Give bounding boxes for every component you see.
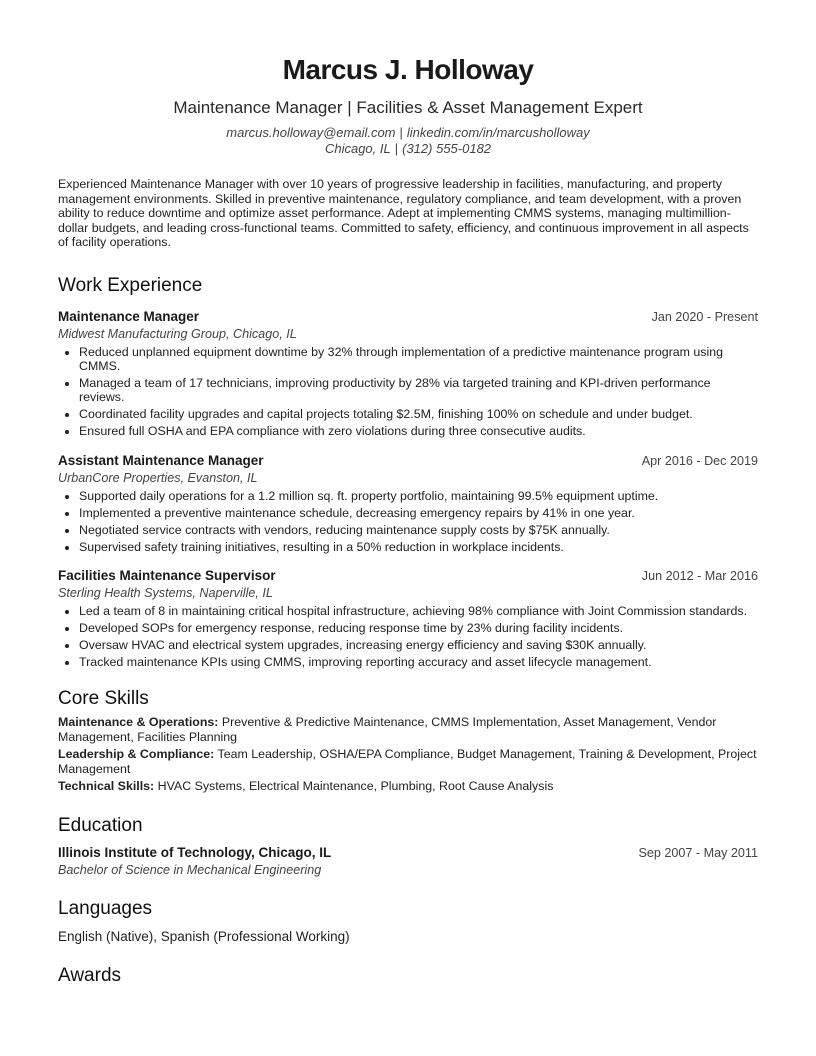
professional-summary: Experienced Maintenance Manager with over 10 years of progressive leadership in facilities, manufacturing, and property management environments. Skilled in preventive maintenance, regulatory compliance, and team development, with a proven ability to reduce downtime and optimize asset performance. Adept at implementing CMMS systems, managing multimillion-dollar budgets, and leading cross-functional teams. Committed to safety, efficiency, and continuous improvement in all aspects of facility operations. — [58, 177, 749, 250]
job-header — [58, 308, 758, 326]
skill-label: Maintenance & Operations: — [58, 714, 219, 729]
contact-separator: | — [399, 125, 403, 140]
job-dates: Apr 2016 - Dec 2019 — [641, 453, 758, 468]
skill-label: Leadership & Compliance: — [58, 747, 215, 762]
skill-line — [58, 715, 758, 744]
skill-text: HVAC Systems, Electrical Maintenance, Plumbing, Root Cause Analysis — [157, 779, 554, 794]
job-dates: Jun 2012 - Mar 2016 — [641, 568, 758, 583]
job-header — [58, 452, 758, 470]
phone-text: (312) 555-0182 — [402, 141, 492, 156]
languages-text: English (Native), Spanish (Professional Working) — [58, 928, 350, 944]
contact-line-2 — [58, 141, 758, 157]
education-section — [58, 814, 758, 879]
job-entry — [58, 308, 758, 439]
job-bullet: • Led a team of 8 in maintaining critical hospital infrastructure, achieving 98% compliance with Joint Commission standards. — [79, 604, 758, 618]
job-company: Midwest Manufacturing Group, Chicago, IL — [58, 326, 297, 341]
candidate-name: Marcus J. Holloway — [282, 54, 534, 85]
languages-heading: Languages — [58, 897, 153, 919]
skill-text: Team Leadership, OSHA/EPA Compliance, Budget Management, Training & Development, Project Management — [58, 747, 757, 776]
job-dates: Jan 2020 - Present — [651, 309, 758, 324]
job-bullet: • Negotiated service contracts with vendors, reducing maintenance supply costs by $75K annually. — [79, 523, 758, 537]
awards-section — [58, 964, 758, 988]
resume-header — [58, 52, 758, 157]
languages-section — [58, 897, 758, 946]
job-bullets — [58, 604, 758, 669]
job-entry — [58, 567, 758, 669]
job-title: Maintenance Manager — [58, 308, 200, 324]
job-bullet: • Coordinated facility upgrades and capital projects totaling $2.5M, finishing 100% on schedule and under budget. — [79, 407, 758, 421]
job-bullets — [58, 489, 758, 554]
skill-line — [58, 747, 758, 776]
education-heading: Education — [58, 814, 143, 836]
education-header — [58, 844, 758, 862]
core-skills-section — [58, 687, 758, 794]
contact-line-1 — [58, 125, 758, 141]
skills-list — [58, 715, 758, 794]
job-title: Facilities Maintenance Supervisor — [58, 567, 276, 583]
job-bullet: • Ensured full OSHA and EPA compliance with zero violations during three consecutive audits. — [79, 424, 758, 438]
job-entry — [58, 452, 758, 554]
contact-info — [58, 125, 758, 157]
job-bullet: • Implemented a preventive maintenance schedule, decreasing emergency repairs by 41% in one year. — [79, 506, 758, 520]
education-dates: Sep 2007 - May 2011 — [638, 845, 758, 860]
candidate-subtitle: Maintenance Manager | Facilities & Asset Management Expert — [173, 98, 643, 117]
job-title: Assistant Maintenance Manager — [58, 452, 264, 468]
job-bullet: • Supported daily operations for a 1.2 million sq. ft. property portfolio, maintaining 99.5% equipment uptime. — [79, 489, 758, 503]
location-text: Chicago, IL — [324, 141, 391, 156]
job-bullet: • Tracked maintenance KPIs using CMMS, improving reporting accuracy and asset lifecycle management. — [79, 655, 758, 669]
job-company: UrbanCore Properties, Evanston, IL — [58, 470, 258, 485]
skill-label: Technical Skills: — [58, 779, 155, 794]
core-skills-heading: Core Skills — [58, 687, 149, 709]
job-bullet: • Reduced unplanned equipment downtime by 32% through implementation of a predictive maintenance program using CMMS. — [79, 345, 758, 373]
job-bullet: • Developed SOPs for emergency response, reducing response time by 23% during facility incidents. — [79, 621, 758, 635]
job-company: Sterling Health Systems, Naperville, IL — [58, 585, 273, 600]
skill-line — [58, 779, 758, 794]
degree-name: Bachelor of Science in Mechanical Engineering — [58, 862, 322, 877]
school-name: Illinois Institute of Technology, Chicago, IL — [58, 844, 332, 860]
linkedin-link[interactable]: linkedin.com/in/marcusholloway — [406, 125, 590, 140]
contact-separator: | — [394, 141, 399, 156]
job-bullet: • Managed a team of 17 technicians, improving productivity by 28% via targeted training and KPI-driven performance reviews. — [79, 376, 758, 404]
job-header — [58, 567, 758, 585]
work-experience-heading: Work Experience — [58, 274, 203, 296]
job-bullet: • Supervised safety training initiatives, resulting in a 50% reduction in workplace incidents. — [79, 540, 758, 554]
awards-heading: Awards — [58, 964, 122, 986]
email-link[interactable]: marcus.holloway@email.com — [226, 125, 396, 140]
job-bullet: • Oversaw HVAC and electrical system upgrades, increasing energy efficiency and saving $30K annually. — [79, 638, 758, 652]
education-entry — [58, 844, 758, 879]
skill-text: Preventive & Predictive Maintenance, CMMS Implementation, Asset Management, Vendor Management, Facilities Planning — [58, 714, 717, 744]
job-bullets — [58, 345, 758, 439]
work-experience-section — [58, 274, 758, 669]
